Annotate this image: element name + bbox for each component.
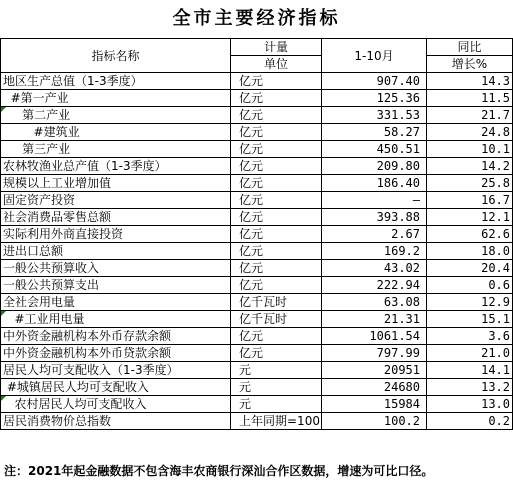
row-name: 第二产业 bbox=[1, 107, 231, 124]
table-row bbox=[1, 294, 513, 311]
row-value: 63.08 bbox=[322, 294, 427, 311]
table-row bbox=[1, 243, 513, 260]
row-value: 209.80 bbox=[322, 158, 427, 175]
row-unit: 亿元 bbox=[231, 124, 322, 141]
row-value: 125.36 bbox=[322, 90, 427, 107]
row-unit: 亿元 bbox=[231, 158, 322, 175]
table-row bbox=[1, 107, 513, 124]
cell-marker-icon bbox=[1, 107, 6, 112]
row-yoy: 12.1 bbox=[427, 209, 513, 226]
table-row bbox=[1, 328, 513, 345]
table-row bbox=[1, 413, 513, 430]
row-yoy: 62.6 bbox=[427, 226, 513, 243]
row-name: 规模以上工业增加值 bbox=[1, 175, 231, 192]
row-yoy: 13.2 bbox=[427, 379, 513, 396]
header-yoy-top: 同比 bbox=[427, 39, 513, 56]
row-name: 固定资产投资 bbox=[1, 192, 231, 209]
table-row bbox=[1, 311, 513, 328]
row-value: 331.53 bbox=[322, 107, 427, 124]
row-unit: 亿元 bbox=[231, 277, 322, 294]
row-name: 全社会用电量 bbox=[1, 294, 231, 311]
row-unit: 亿千瓦时 bbox=[231, 311, 322, 328]
row-unit: 亿元 bbox=[231, 226, 322, 243]
row-name: 第三产业 bbox=[1, 141, 231, 158]
row-value: 20951 bbox=[322, 362, 427, 379]
row-yoy: 21.0 bbox=[427, 345, 513, 362]
table-row bbox=[1, 362, 513, 379]
row-unit: 元 bbox=[231, 362, 322, 379]
row-yoy: 15.1 bbox=[427, 311, 513, 328]
row-unit: 上年同期=100 bbox=[231, 413, 322, 430]
row-yoy: 14.1 bbox=[427, 362, 513, 379]
row-unit: 亿元 bbox=[231, 73, 322, 90]
row-yoy: 12.9 bbox=[427, 294, 513, 311]
row-value: 186.40 bbox=[322, 175, 427, 192]
table-row bbox=[1, 141, 513, 158]
indicators-table bbox=[0, 38, 513, 430]
row-yoy: 0.2 bbox=[427, 413, 513, 430]
row-unit: 亿元 bbox=[231, 192, 322, 209]
row-yoy: 10.1 bbox=[427, 141, 513, 158]
header-yoy-bottom: 增长% bbox=[427, 56, 513, 73]
footnote: 注：2021年起金融数据不包含海丰农商银行深汕合作区数据，增速为可比口径。 bbox=[4, 464, 434, 478]
row-unit: 亿元 bbox=[231, 107, 322, 124]
row-name: 居民人均可支配收入（1-3季度） bbox=[1, 362, 231, 379]
row-value: 1061.54 bbox=[322, 328, 427, 345]
table-row bbox=[1, 158, 513, 175]
table-row bbox=[1, 260, 513, 277]
row-name: #城镇居民人均可支配收入 bbox=[1, 379, 231, 396]
row-value: 450.51 bbox=[322, 141, 427, 158]
row-unit: 亿元 bbox=[231, 141, 322, 158]
row-yoy: 14.3 bbox=[427, 73, 513, 90]
row-yoy: 11.5 bbox=[427, 90, 513, 107]
row-unit: 元 bbox=[231, 379, 322, 396]
row-unit: 亿元 bbox=[231, 260, 322, 277]
row-unit: 亿千瓦时 bbox=[231, 294, 322, 311]
row-unit: 元 bbox=[231, 396, 322, 413]
page-title: 全市主要经济指标 bbox=[172, 8, 341, 29]
table-row bbox=[1, 345, 513, 362]
row-yoy: 13.0 bbox=[427, 396, 513, 413]
row-unit: 亿元 bbox=[231, 90, 322, 107]
row-yoy: 21.7 bbox=[427, 107, 513, 124]
row-name: #建筑业 bbox=[1, 124, 231, 141]
cell-marker-icon bbox=[1, 311, 6, 316]
row-yoy: 18.0 bbox=[427, 243, 513, 260]
row-yoy: 0.6 bbox=[427, 277, 513, 294]
row-yoy: 16.7 bbox=[427, 192, 513, 209]
row-value: 393.88 bbox=[322, 209, 427, 226]
row-value: 907.40 bbox=[322, 73, 427, 90]
table-row bbox=[1, 209, 513, 226]
row-value: 43.02 bbox=[322, 260, 427, 277]
row-unit: 亿元 bbox=[231, 345, 322, 362]
row-name: 一般公共预算收入 bbox=[1, 260, 231, 277]
row-yoy: 14.2 bbox=[427, 158, 513, 175]
row-yoy: 24.8 bbox=[427, 124, 513, 141]
row-unit: 亿元 bbox=[231, 243, 322, 260]
table-row bbox=[1, 124, 513, 141]
row-value: 100.2 bbox=[322, 413, 427, 430]
row-value: 15984 bbox=[322, 396, 427, 413]
cell-marker-icon bbox=[1, 396, 6, 401]
header-unit-bottom: 单位 bbox=[231, 56, 322, 73]
row-name: 地区生产总值（1-3季度） bbox=[1, 73, 231, 90]
row-name: 进出口总额 bbox=[1, 243, 231, 260]
row-name: #第一产业 bbox=[1, 90, 231, 107]
table-row bbox=[1, 379, 513, 396]
table-row bbox=[1, 192, 513, 209]
row-value: — bbox=[322, 192, 427, 209]
row-value: 58.27 bbox=[322, 124, 427, 141]
table-row bbox=[1, 90, 513, 107]
table-body bbox=[1, 73, 513, 430]
table-row bbox=[1, 277, 513, 294]
row-value: 24680 bbox=[322, 379, 427, 396]
header-period: 1-10月 bbox=[322, 39, 427, 73]
row-name: 中外资金融机构本外币贷款余额 bbox=[1, 345, 231, 362]
header-indicator-name: 指标名称 bbox=[1, 39, 231, 73]
row-yoy: 20.4 bbox=[427, 260, 513, 277]
row-unit: 亿元 bbox=[231, 209, 322, 226]
row-yoy: 3.6 bbox=[427, 328, 513, 345]
row-name: 社会消费品零售总额 bbox=[1, 209, 231, 226]
row-value: 21.31 bbox=[322, 311, 427, 328]
row-name: 农村居民人均可支配收入 bbox=[1, 396, 231, 413]
row-value: 222.94 bbox=[322, 277, 427, 294]
table-header bbox=[1, 39, 513, 73]
row-value: 169.2 bbox=[322, 243, 427, 260]
row-name: 农林牧渔业总产值（1-3季度） bbox=[1, 158, 231, 175]
table-row bbox=[1, 226, 513, 243]
table-row bbox=[1, 73, 513, 90]
row-name: #工业用电量 bbox=[1, 311, 231, 328]
row-name: 实际利用外商直接投资 bbox=[1, 226, 231, 243]
row-value: 797.99 bbox=[322, 345, 427, 362]
row-value: 2.67 bbox=[322, 226, 427, 243]
row-name: 居民消费物价总指数 bbox=[1, 413, 231, 430]
row-name: 中外资金融机构本外币存款余额 bbox=[1, 328, 231, 345]
table-row bbox=[1, 175, 513, 192]
header-unit-top: 计量 bbox=[231, 39, 322, 56]
row-unit: 亿元 bbox=[231, 175, 322, 192]
table-row bbox=[1, 396, 513, 413]
row-yoy: 25.8 bbox=[427, 175, 513, 192]
row-name: 一般公共预算支出 bbox=[1, 277, 231, 294]
row-unit: 亿元 bbox=[231, 328, 322, 345]
